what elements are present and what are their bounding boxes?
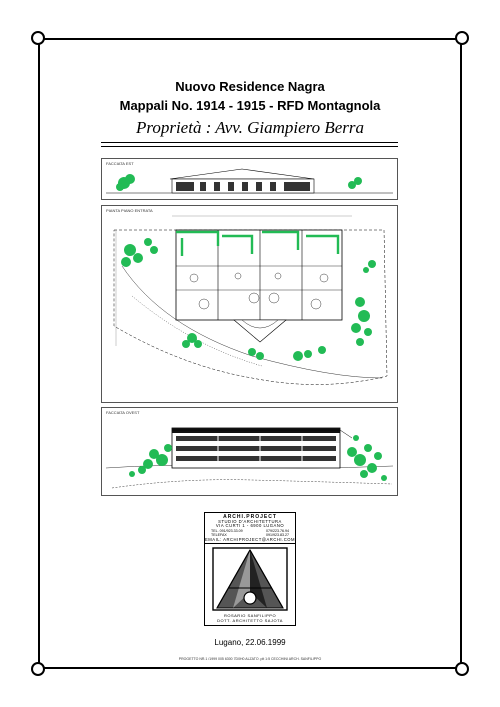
- stamp-fax-number: 091/923.83.27: [266, 533, 289, 538]
- stamp-fax: TELEFAX: [211, 533, 227, 538]
- stamp-degree: DOTT. ARCHITETTO SAJOTA: [217, 618, 283, 623]
- stamp-header: [205, 513, 295, 544]
- frame-corner: [31, 662, 45, 676]
- frame-corner: [455, 662, 469, 676]
- owner-title: Proprietà : Avv. Giampiero Berra: [135, 118, 365, 137]
- floor-plan-label: PIANTA PIANO ENTRATA: [106, 208, 153, 213]
- west-elevation-drawing: [102, 408, 397, 495]
- stamp-studio: STUDIO D'ARCHITETTURA: [218, 518, 282, 524]
- title-rule: [101, 142, 398, 143]
- floor-plan-panel: [101, 205, 398, 403]
- title-rule: [101, 146, 398, 147]
- stamp-address: VIA CURTI 1 - 6900 LUGANO: [215, 523, 285, 529]
- drawing-date: Lugano, 22.06.1999: [214, 638, 286, 647]
- stamp-footer: [205, 613, 295, 623]
- east-elevation-panel: [101, 158, 398, 200]
- drawing-footer: PROGETTO NR.1 /1999 005 6300 7D0H0 ALZATO .plt 1:5 CECCHINI ARCH. SANFILIPPO: [178, 657, 322, 661]
- stamp-email: EMAIL: ARCHIPROJECT@ARCHI.COM: [205, 536, 295, 542]
- frame-corner: [455, 31, 469, 45]
- stamp-architect: ROSARIO SANFILIPPO: [223, 613, 277, 618]
- east-elevation-label: FACCIATA EST: [106, 161, 134, 166]
- stamp-mobile: 079/223.76.94: [266, 528, 289, 533]
- stamp-tel: TEL. 091/923.33.09: [211, 528, 243, 533]
- west-elevation-label: FACCIATA OVEST: [106, 410, 140, 415]
- architect-stamp: [204, 512, 296, 626]
- project-title: Nuovo Residence Nagra: [175, 79, 325, 94]
- stamp-emblem-icon: [211, 546, 289, 612]
- frame-corner: [31, 31, 45, 45]
- east-elevation-drawing: [102, 159, 397, 199]
- parcel-title: Mappali No. 1914 - 1915 - RFD Montagnola: [119, 98, 381, 113]
- stamp-firm: ARCHI.PROJECT: [223, 514, 277, 520]
- west-elevation-panel: [101, 407, 398, 496]
- floor-plan-drawing: [102, 206, 397, 402]
